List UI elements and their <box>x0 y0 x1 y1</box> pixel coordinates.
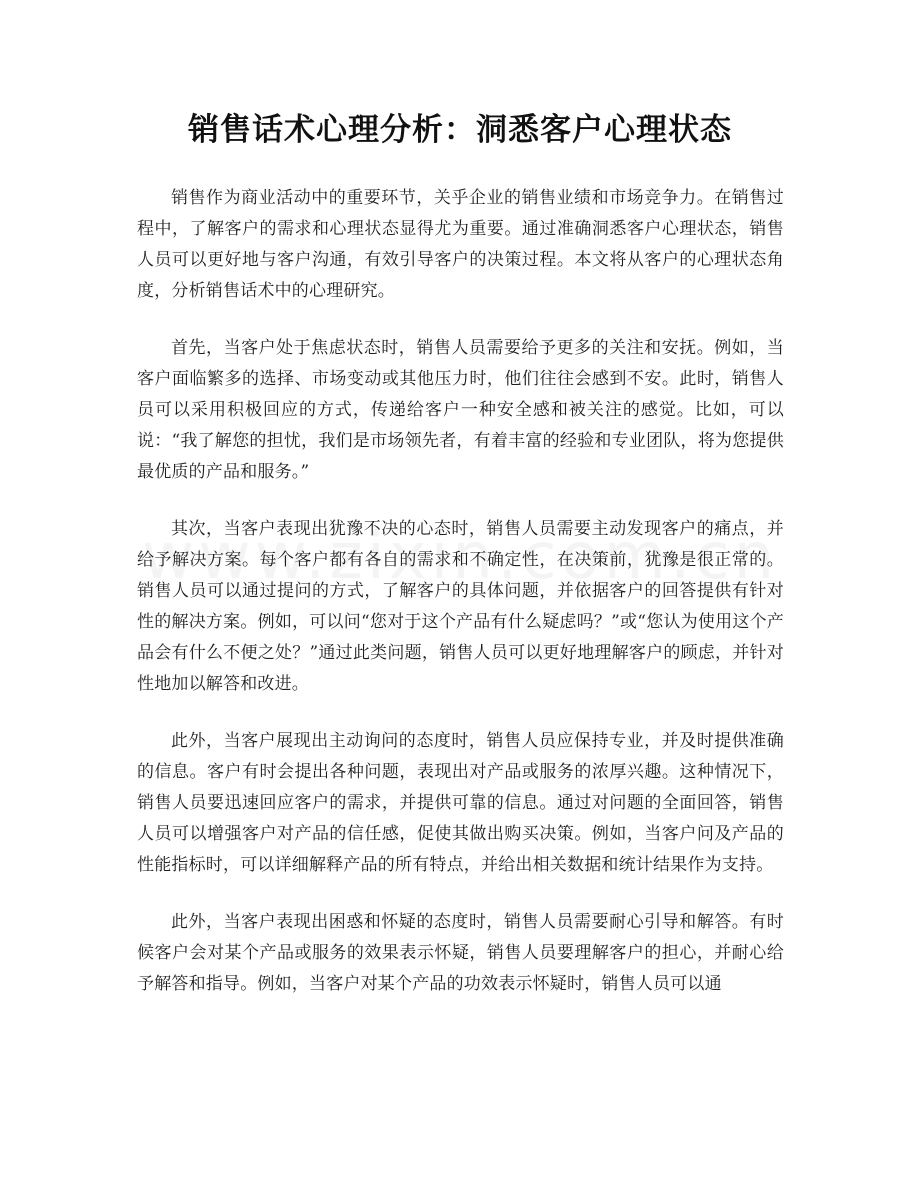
paragraph-anxious-customer: 首先，当客户处于焦虑状态时，销售人员需要给予更多的关注和安抚。例如，当客户面临繁多的选择、市场变动或其他压力时，他们往往会感到不安。此时，销售人员可以采用积极回应的方式，传递给客户一种安全感和被关注的感觉。比如，可以说：“我了解您的担忧，我们是市场领先者，有着丰富的经验和专业团队，将为您提供最优质的产品和服务。” <box>137 338 784 482</box>
page-title: 销售话术心理分析：洞悉客户心理状态 <box>188 112 732 148</box>
document-body <box>137 183 784 1026</box>
paragraph-inquiring-customer: 此外，当客户展现出主动询问的态度时，销售人员应保持专业，并及时提供准确的信息。客户有时会提出各种问题，表现出对产品或服务的浓厚兴趣。这种情况下，销售人员要迅速回应客户的需求，并提供可靠的信息。通过对问题的全面回答，销售人员可以增强客户对产品的信任感，促使其做出购买决策。例如，当客户问及产品的性能指标时，可以详细解释产品的所有特点，并给出相关数据和统计结果作为支持。 <box>137 731 784 875</box>
paragraph-intro: 销售作为商业活动中的重要环节，关乎企业的销售业绩和市场竞争力。在销售过程中，了解客户的需求和心理状态显得尤为重要。通过准确洞悉客户心理状态，销售人员可以更好地与客户沟通，有效引导客户的决策过程。本文将从客户的心理状态角度，分析销售话术中的心理研究。 <box>137 188 784 301</box>
paragraph-doubtful-customer: 此外，当客户表现出困惑和怀疑的态度时，销售人员需要耐心引导和解答。有时候客户会对某个产品或服务的效果表示怀疑，销售人员要理解客户的担心，并耐心给予解答和指导。例如，当客户对某个产品的功效表示怀疑时，销售人员可以通 <box>137 912 784 994</box>
paragraph-hesitant-customer: 其次，当客户表现出犹豫不决的心态时，销售人员需要主动发现客户的痛点，并给予解决方案。每个客户都有各自的需求和不确定性，在决策前，犹豫是很正常的。销售人员可以通过提问的方式，了解客户的具体问题，并依据客户的回答提供有针对性的解决方案。例如，可以问“您对于这个产品有什么疑虑吗？”或“您认为使用这个产品会有什么不便之处？”通过此类问题，销售人员可以更好地理解客户的顾虑，并针对性地加以解答和改进。 <box>137 519 784 694</box>
